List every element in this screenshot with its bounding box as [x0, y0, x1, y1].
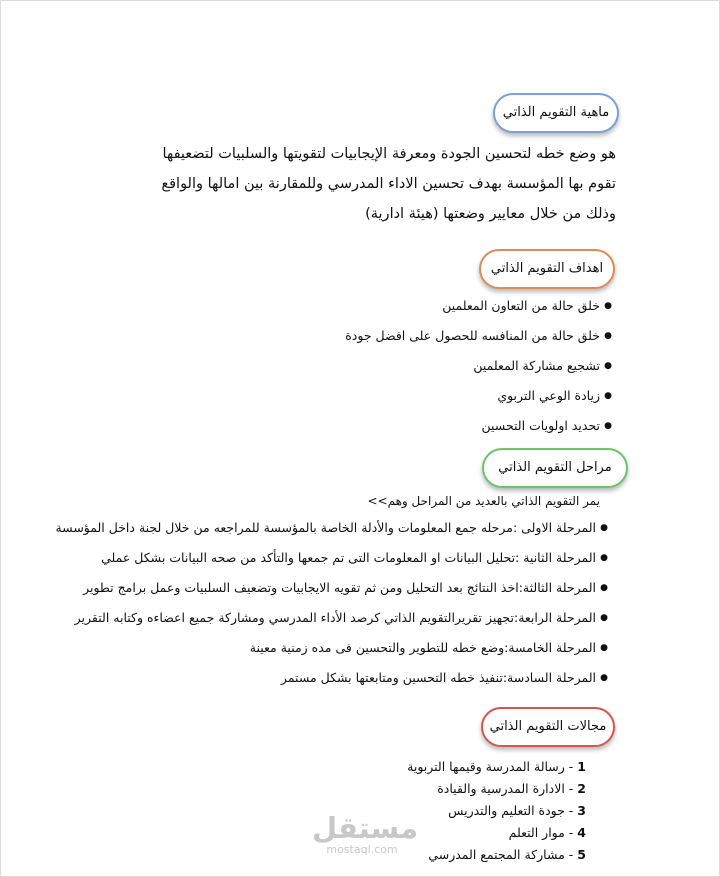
stages-list-item: ● المرحلة الثالثة:اخذ النتائج بعد التحليل ومن ثم تقويه الايجابيات وتضعيف السلبيات وعمل برامج تطوير — [8, 576, 608, 606]
fields-item-text: - الادارة المدرسية والقيادة — [437, 781, 574, 796]
fields-list-item — [286, 779, 586, 801]
section-title-goals — [479, 249, 615, 289]
section-title-stages-label: مراحل التقويم الذاتي — [498, 460, 612, 475]
watermark-logo: مستقل — [312, 811, 419, 845]
fields-item-number: 2 — [577, 781, 586, 796]
fields-item-number: 1 — [577, 759, 586, 774]
nature-line: تقوم بها المؤسسة بهدف تحسين الاداء المدرسي وللمقارنة بين امالها والواقع — [161, 176, 616, 192]
section-title-nature-label: ماهية التقويم الذاتي — [502, 105, 610, 120]
fields-item-number: 4 — [577, 825, 586, 840]
fields-item-text: - مشاركة المجتمع المدرسي — [428, 847, 574, 862]
fields-item-number: 3 — [577, 803, 586, 818]
nature-line: هو وضع خطه لتحسين الجودة ومعرفة الإيجابيات لتقويتها والسلبيات لتضعيفها — [162, 146, 616, 162]
watermark-url: mostaql.com — [326, 843, 398, 856]
stages-list — [8, 516, 608, 696]
section-title-stages — [482, 448, 628, 488]
fields-list-item — [286, 757, 586, 779]
stages-list-item: ● المرحلة الاولى :مرحله جمع المعلومات والأدلة الخاصة بالمؤسسة للمراجعه من خلال لجنة داخل المؤسسة — [8, 516, 608, 546]
fields-item-text: - رسالة المدرسة وقيمها التربوية — [407, 759, 574, 774]
stages-list-item: ● المرحلة السادسة:تنفيذ خطه التحسين ومتابعتها بشكل مستمر — [8, 666, 608, 696]
section-title-fields-label: مجالات التقويم الذاتي — [489, 719, 607, 734]
stages-intro: يمر التقويم الذاتي بالعديد من المراحل وهم>> — [367, 494, 600, 508]
stages-list-item: ● المرحلة الرابعة:تجهيز تقريرالتقويم الذاتي كرصد الأداء المدرسي ومشاركة جميع اعضاءه وكتابه التقرير — [8, 606, 608, 636]
fields-item-number: 5 — [577, 847, 586, 862]
goals-list-item: ● زيادة الوعي التربوي — [252, 383, 612, 413]
section-title-nature — [493, 93, 619, 133]
section-title-goals-label: اهداف التقويم الذاتي — [490, 261, 604, 276]
fields-item-text: - جودة التعليم والتدريس — [448, 803, 574, 818]
nature-line: وذلك من خلال معايير وضعتها (هيئة ادارية) — [365, 206, 616, 222]
fields-item-text: - موار التعلم — [508, 825, 574, 840]
section-title-fields — [481, 707, 615, 747]
goals-list-item: ● خلق حالة من التعاون المعلمين — [252, 293, 612, 323]
watermark — [312, 811, 419, 856]
goals-list-item: ● تحديد اولويات التحسين — [252, 413, 612, 443]
stages-list-item: ● المرحلة الثانية :تحليل البيانات او المعلومات التى تم جمعها والتأكد من صحه البيانات بشكل عملي — [8, 546, 608, 576]
nature-paragraph — [56, 139, 616, 229]
goals-list-item: ● خلق حالة من المنافسه للحصول على افضل جودة — [252, 323, 612, 353]
stages-list-item: ● المرحلة الخامسة:وضع خطه للتطوير والتحسين فى مده زمنية معينة — [8, 636, 608, 666]
goals-list-item: ● تشجيع مشاركة المعلمين — [252, 353, 612, 383]
goals-list — [252, 293, 612, 443]
